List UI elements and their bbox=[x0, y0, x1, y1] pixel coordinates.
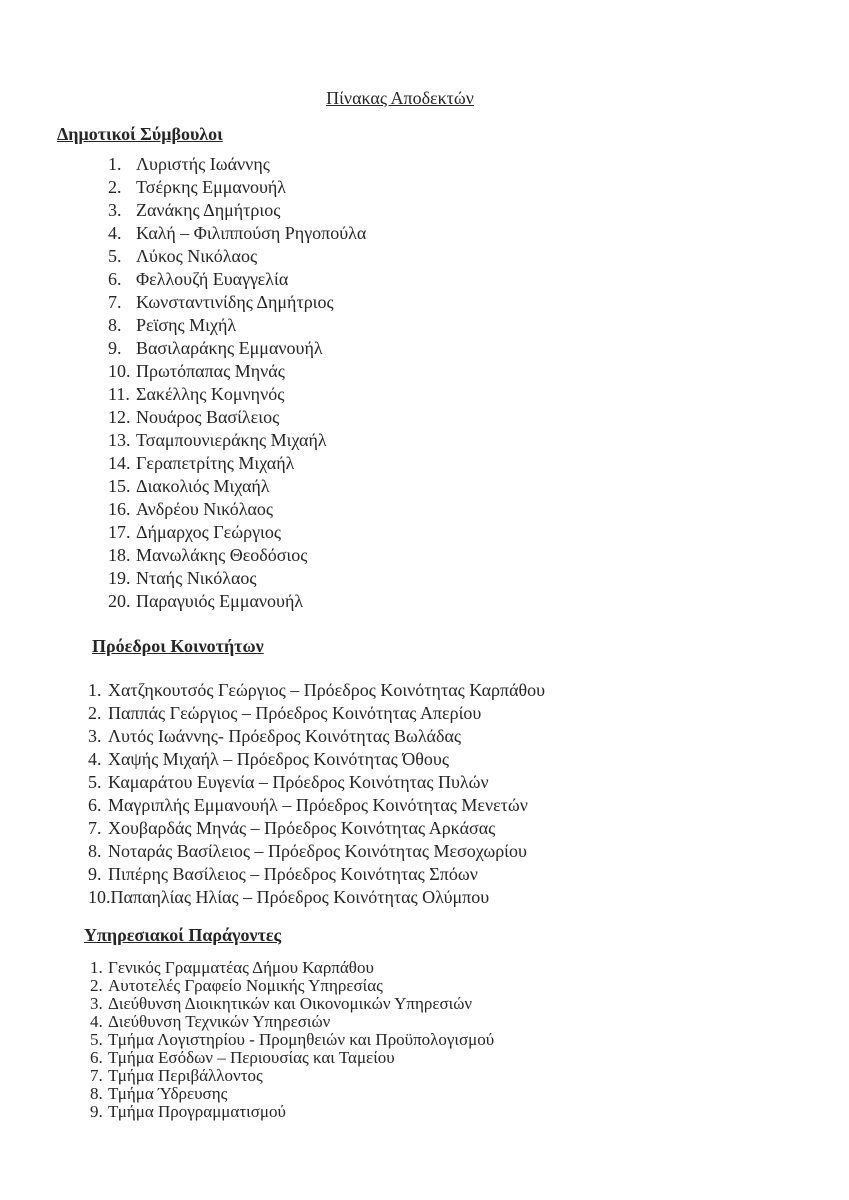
list-item-number: 9. bbox=[108, 338, 122, 358]
list-item-number: 2. bbox=[88, 703, 102, 723]
list-item-number: 3. bbox=[108, 200, 122, 220]
list-item-text: Τμήμα Λογιστηρίου - Προμηθειών και Προϋπολογισμού bbox=[108, 1030, 495, 1049]
list-item bbox=[108, 314, 366, 337]
list-item-number: 18. bbox=[108, 545, 131, 565]
list-item bbox=[90, 1049, 494, 1067]
list-item-number: 15. bbox=[108, 476, 131, 496]
section-heading-councillors: Δημοτικοί Σύμβουλοι bbox=[57, 124, 223, 144]
list-item-text: Λυτός Ιωάννης- Πρόεδρος Κοινότητας Βωλάδας bbox=[108, 726, 462, 746]
list-item-number: 6. bbox=[90, 1048, 103, 1067]
list-item bbox=[88, 725, 545, 748]
list-item-text: Λυριστής Ιωάννης bbox=[136, 154, 270, 174]
list-item-text: Σακέλλης Κομνηνός bbox=[136, 384, 285, 404]
list-item-text: Μανωλάκης Θεοδόσιος bbox=[136, 545, 308, 565]
list-item-number: 5. bbox=[108, 246, 122, 266]
list-item-number: 16. bbox=[108, 499, 131, 519]
list-item bbox=[88, 679, 545, 702]
list-item-text: Γεραπετρίτης Μιχαήλ bbox=[136, 453, 295, 473]
list-item-text: Τμήμα Ύδρευσης bbox=[108, 1084, 228, 1103]
list-item bbox=[88, 794, 545, 817]
list-item bbox=[88, 817, 545, 840]
list-item-text: Μαγριπλής Εμμανουήλ – Πρόεδρος Κοινότητας Μενετών bbox=[108, 795, 528, 815]
section-heading-community-presidents: Πρόεδροι Κοινοτήτων bbox=[92, 636, 264, 656]
list-item-text: Τμήμα Εσόδων – Περιουσίας και Ταμείου bbox=[108, 1048, 395, 1067]
list-item bbox=[108, 521, 366, 544]
service-officials-list bbox=[90, 959, 494, 1121]
list-item bbox=[90, 977, 494, 995]
list-item-text: Χατζηκουτσός Γεώργιος – Πρόεδρος Κοινότητας Καρπάθου bbox=[108, 680, 546, 700]
list-item-text: Παπαηλίας Ηλίας – Πρόεδρος Κοινότητας Ολύμπου bbox=[110, 887, 490, 907]
list-item bbox=[108, 291, 366, 314]
list-item-number: 4. bbox=[108, 223, 122, 243]
list-item bbox=[108, 590, 366, 613]
list-item bbox=[90, 995, 494, 1013]
list-item-text: Γενικός Γραμματέας Δήμου Καρπάθου bbox=[108, 958, 374, 977]
list-item-number: 19. bbox=[108, 568, 131, 588]
list-item bbox=[108, 475, 366, 498]
list-item bbox=[90, 1067, 494, 1085]
list-item-text: Διεύθυνση Τεχνικών Υπηρεσιών bbox=[108, 1012, 331, 1031]
list-item-number: 2. bbox=[90, 976, 103, 995]
list-item bbox=[108, 429, 366, 452]
list-item-number: 1. bbox=[108, 154, 122, 174]
list-item-number: 6. bbox=[88, 795, 102, 815]
list-item-number: 1. bbox=[88, 680, 102, 700]
list-item-text: Ζανάκης Δημήτριος bbox=[136, 200, 281, 220]
list-item bbox=[90, 1031, 494, 1049]
document-title: Πίνακας Αποδεκτών bbox=[326, 88, 474, 108]
list-item-number: 5. bbox=[88, 772, 102, 792]
list-item bbox=[108, 383, 366, 406]
list-item-number: 6. bbox=[108, 269, 122, 289]
list-item-text: Διεύθυνση Διοικητικών και Οικονομικών Υπηρεσιών bbox=[108, 994, 473, 1013]
list-item-text: Παππάς Γεώργιος – Πρόεδρος Κοινότητας Απερίου bbox=[108, 703, 482, 723]
list-item bbox=[88, 748, 545, 771]
list-item-number: 8. bbox=[88, 841, 102, 861]
list-item bbox=[108, 360, 366, 383]
list-item bbox=[108, 337, 366, 360]
list-item bbox=[88, 771, 545, 794]
list-item bbox=[88, 840, 545, 863]
list-item-text: Πιπέρης Βασίλειος – Πρόεδρος Κοινότητας Σπόων bbox=[108, 864, 478, 884]
list-item-number: 3. bbox=[90, 994, 103, 1013]
list-item bbox=[108, 153, 366, 176]
list-item-text: Καλή – Φιλιππούση Ρηγοπούλα bbox=[136, 223, 367, 243]
list-item-text: Παραγυιός Εμμανουήλ bbox=[136, 591, 304, 611]
list-item-text: Καμαράτου Ευγενία – Πρόεδρος Κοινότητας Πυλών bbox=[108, 772, 489, 792]
list-item-number: 2. bbox=[108, 177, 122, 197]
list-item bbox=[88, 863, 545, 886]
list-item-number: 8. bbox=[90, 1084, 103, 1103]
list-item bbox=[108, 498, 366, 521]
list-item-number: 10. bbox=[88, 887, 111, 907]
list-item-text: Δήμαρχος Γεώργιος bbox=[136, 522, 281, 542]
list-item-text: Τμήμα Προγραμματισμού bbox=[108, 1102, 286, 1121]
list-item-number: 1. bbox=[90, 958, 103, 977]
community-presidents-list bbox=[88, 679, 545, 909]
list-item-text: Τσέρκης Εμμανουήλ bbox=[136, 177, 287, 197]
list-item-text: Λύκος Νικόλαος bbox=[136, 246, 258, 266]
list-item-text: Διακολιός Μιχαήλ bbox=[136, 476, 270, 496]
list-item-number: 5. bbox=[90, 1030, 103, 1049]
list-item-text: Τμήμα Περιβάλλοντος bbox=[108, 1066, 263, 1085]
list-item-text: Κωνσταντινίδης Δημήτριος bbox=[136, 292, 334, 312]
list-item-number: 3. bbox=[88, 726, 102, 746]
list-item-text: Ρεϊσης Μιχήλ bbox=[136, 315, 237, 335]
list-item-number: 12. bbox=[108, 407, 131, 427]
list-item-number: 4. bbox=[90, 1012, 103, 1031]
list-item bbox=[90, 1085, 494, 1103]
list-item bbox=[108, 222, 366, 245]
list-item-text: Αυτοτελές Γραφείο Νομικής Υπηρεσίας bbox=[108, 976, 383, 995]
list-item-text: Πρωτόπαπας Μηνάς bbox=[136, 361, 285, 381]
list-item-number: 7. bbox=[90, 1066, 103, 1085]
list-item-number: 14. bbox=[108, 453, 131, 473]
section-heading-service-officials: Υπηρεσιακοί Παράγοντες bbox=[84, 925, 282, 945]
list-item bbox=[108, 544, 366, 567]
list-item bbox=[88, 886, 545, 909]
list-item bbox=[90, 959, 494, 977]
list-item-text: Χουβαρδάς Μηνάς – Πρόεδρος Κοινότητας Αρκάσας bbox=[108, 818, 496, 838]
list-item-text: Νταής Νικόλαος bbox=[136, 568, 257, 588]
list-item bbox=[108, 199, 366, 222]
list-item-number: 8. bbox=[108, 315, 122, 335]
list-item-number: 4. bbox=[88, 749, 102, 769]
list-item-number: 13. bbox=[108, 430, 131, 450]
list-item-number: 10. bbox=[108, 361, 131, 381]
list-item-text: Τσαμπουνιεράκης Μιχαήλ bbox=[136, 430, 327, 450]
list-item bbox=[90, 1013, 494, 1031]
list-item-number: 11. bbox=[108, 384, 130, 404]
list-item bbox=[108, 268, 366, 291]
list-item-number: 9. bbox=[90, 1102, 103, 1121]
list-item-number: 9. bbox=[88, 864, 102, 884]
list-item-number: 7. bbox=[88, 818, 102, 838]
list-item bbox=[90, 1103, 494, 1121]
list-item-text: Ανδρέου Νικόλαος bbox=[136, 499, 274, 519]
list-item-text: Χαψής Μιχαήλ – Πρόεδρος Κοινότητας Όθους bbox=[108, 749, 449, 769]
list-item bbox=[108, 176, 366, 199]
list-item-number: 17. bbox=[108, 522, 131, 542]
list-item bbox=[108, 452, 366, 475]
list-item-text: Νουάρος Βασίλειος bbox=[136, 407, 280, 427]
councillors-list bbox=[108, 153, 366, 613]
list-item bbox=[88, 702, 545, 725]
list-item-text: Φελλουζή Ευαγγελία bbox=[136, 269, 289, 289]
list-item bbox=[108, 245, 366, 268]
list-item bbox=[108, 567, 366, 590]
list-item bbox=[108, 406, 366, 429]
list-item-number: 20. bbox=[108, 591, 131, 611]
list-item-text: Νοταράς Βασίλειος – Πρόεδρος Κοινότητας Μεσοχωρίου bbox=[108, 841, 527, 861]
list-item-number: 7. bbox=[108, 292, 122, 312]
list-item-text: Βασιλαράκης Εμμανουήλ bbox=[136, 338, 323, 358]
